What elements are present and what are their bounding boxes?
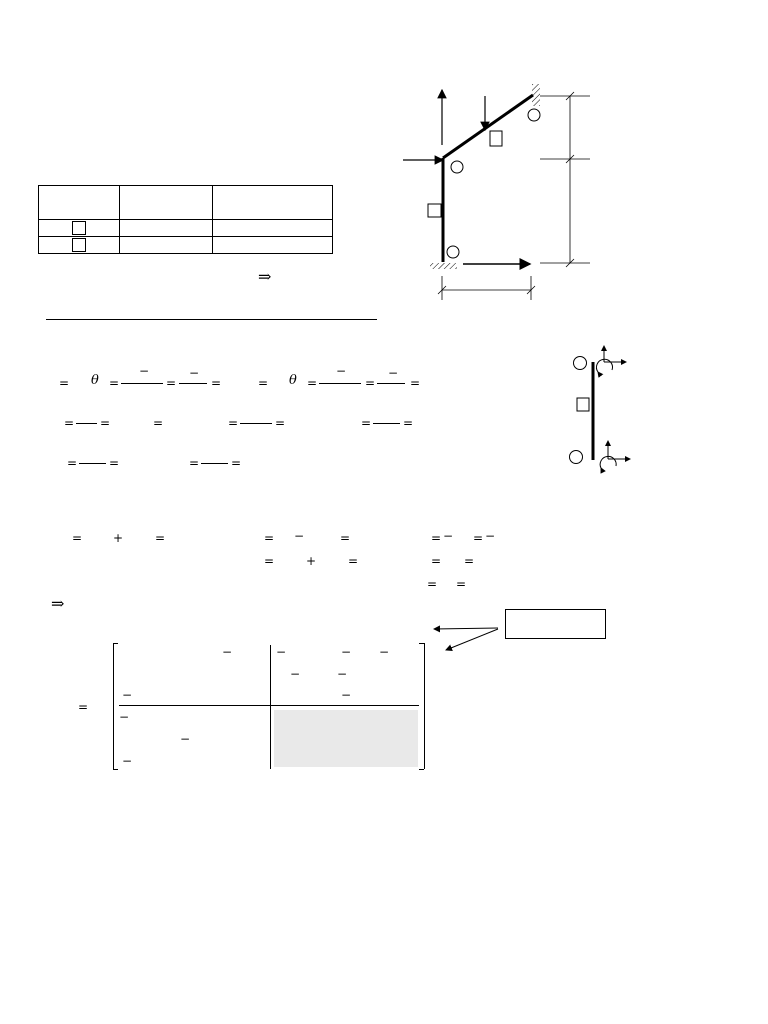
equals-sign: = <box>258 376 269 390</box>
equals-sign: = <box>67 456 78 470</box>
minus-sign: − <box>388 366 399 380</box>
minus-sign: − <box>222 645 233 659</box>
minus-sign: − <box>337 667 348 681</box>
plus-sign: + <box>113 531 124 545</box>
table-cell <box>213 220 333 237</box>
minus-sign: − <box>180 732 191 746</box>
equals-sign: = <box>78 700 89 714</box>
callout-arrows <box>430 620 510 660</box>
top-fixed-support <box>532 84 540 106</box>
minus-sign: − <box>122 688 133 702</box>
equals-sign: = <box>231 456 242 470</box>
fraction-bar <box>373 423 400 424</box>
table-cell <box>120 237 213 254</box>
matrix-shaded-block <box>274 710 418 767</box>
minus-sign: − <box>276 645 287 659</box>
equals-sign: = <box>473 531 484 545</box>
minus-sign: − <box>341 688 352 702</box>
equals-sign: = <box>72 531 83 545</box>
implies-symbol: ⇒ <box>258 267 272 286</box>
element-box-inclined <box>490 131 502 146</box>
equals-sign: = <box>264 531 275 545</box>
equals-sign: = <box>153 416 164 430</box>
element-box-vertical <box>428 204 441 217</box>
table-cell <box>39 237 120 254</box>
section-divider <box>46 319 377 320</box>
equals-sign: = <box>264 554 275 568</box>
equals-sign: = <box>155 531 166 545</box>
minus-sign: − <box>294 529 305 543</box>
table-row <box>39 237 333 254</box>
table-row <box>39 220 333 237</box>
equals-sign: = <box>109 456 120 470</box>
equals-sign: = <box>464 554 475 568</box>
properties-table <box>38 185 333 254</box>
node-circle-bottom <box>447 246 459 258</box>
table-cell <box>120 220 213 237</box>
fraction-bar <box>79 463 106 464</box>
equals-sign: = <box>410 376 421 390</box>
equals-sign: = <box>456 577 467 591</box>
element-free-body-diagram <box>565 340 635 475</box>
matrix-right-bracket <box>424 643 425 769</box>
bottom-fixed-support <box>430 263 457 269</box>
equals-sign: = <box>109 376 120 390</box>
minus-sign: − <box>379 645 390 659</box>
fraction-bar <box>179 383 207 384</box>
matrix-vertical-partition <box>270 645 271 769</box>
inclined-member <box>443 95 533 158</box>
theta-symbol: θ <box>289 373 297 388</box>
minus-sign: − <box>122 754 133 768</box>
equals-sign: = <box>427 577 438 591</box>
table-cell <box>39 220 120 237</box>
minus-sign: − <box>119 710 130 724</box>
fraction-bar <box>76 423 97 424</box>
minus-sign: − <box>189 366 200 380</box>
table-header-row <box>39 186 333 220</box>
fraction-bar <box>121 383 163 384</box>
equals-sign: = <box>275 416 286 430</box>
node-circle-top <box>528 109 540 121</box>
equals-sign: = <box>403 416 414 430</box>
equals-sign: = <box>431 531 442 545</box>
table-cell <box>213 186 333 220</box>
fraction-bar <box>201 463 228 464</box>
equals-sign: = <box>64 416 75 430</box>
element-box <box>72 221 86 235</box>
minus-sign: − <box>341 645 352 659</box>
element-box <box>72 238 86 252</box>
equals-sign: = <box>228 416 239 430</box>
frame-structure-diagram <box>395 78 625 308</box>
table-cell <box>213 237 333 254</box>
minus-sign: − <box>290 667 301 681</box>
equals-sign: = <box>307 376 318 390</box>
equals-sign: = <box>166 376 177 390</box>
equals-sign: = <box>59 376 70 390</box>
matrix-horizontal-partition <box>119 705 419 706</box>
theta-symbol: θ <box>91 373 99 388</box>
plus-sign: + <box>306 554 317 568</box>
implies-symbol: ⇒ <box>51 594 65 613</box>
equals-sign: = <box>361 416 372 430</box>
fraction-bar <box>240 423 272 424</box>
equals-sign: = <box>340 531 351 545</box>
minus-sign: − <box>485 529 496 543</box>
equals-sign: = <box>100 416 111 430</box>
minus-sign: − <box>336 364 347 378</box>
equals-sign: = <box>348 554 359 568</box>
equals-sign: = <box>431 554 442 568</box>
matrix-left-bracket <box>113 643 114 769</box>
fraction-bar <box>377 383 405 384</box>
table-cell <box>120 186 213 220</box>
equals-sign: = <box>365 376 376 390</box>
node-circle-mid <box>451 161 463 173</box>
equals-sign: = <box>211 376 222 390</box>
fraction-bar <box>319 383 361 384</box>
minus-sign: − <box>139 364 150 378</box>
equals-sign: = <box>189 456 200 470</box>
callout-box <box>505 609 606 639</box>
table-cell <box>39 186 120 220</box>
minus-sign: − <box>443 529 454 543</box>
